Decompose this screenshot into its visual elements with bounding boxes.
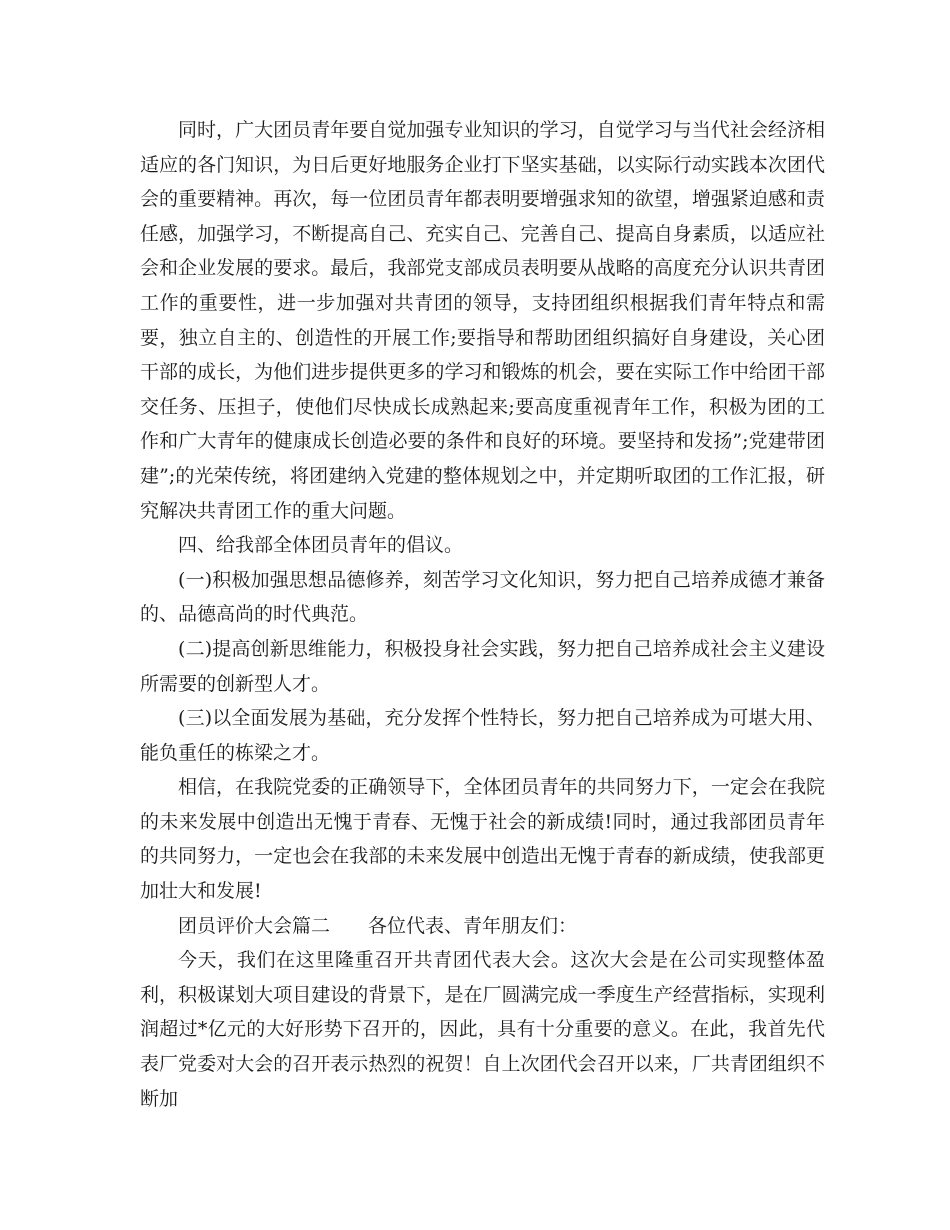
paragraph-proposal-two: (二)提高创新思维能力，积极投身社会实践，努力把自己培养成社会主义建设所需要的创新型人才。 [140, 637, 825, 695]
paragraph-speech-two-salutation: 团员评价大会篇二 各位代表、青年朋友们： [178, 914, 578, 937]
paragraph-youth-study-and-party-support: 同时，广大团员青年要自觉加强专业知识的学习，自觉学习与当代社会经济相适应的各门知识，为日后更好地服务企业打下坚实基础，以实际行动实践本次团代会的重要精神。再次，每一位团员青年都表明要增强求知的欲望，增强紧迫感和责任感，加强学习，不断提高自己、充实自己、完善自己、提高自身素质，以适应社会和企业发展的要求。最后，我部党支部成员表明要从战略的高度充分认识共青团工作的重要性，进一步加强对共青团的领导，支持团组织根据我们青年特点和需要，独立自主的、创造性的开展工作;要指导和帮助团组织搞好自身建设，关心团干部的成长，为他们进步提供更多的学习和锻炼的机会，要在实际工作中给团干部交任务、压担子，使他们尽快成长成熟起来;要高度重视青年工作，积极为团的工作和广大青年的健康成长创造必要的条件和良好的环境。要坚持和发扬”;党建带团建”;的光荣传统，将团建纳入党建的整体规划之中，并定期听取团的工作汇报，研究解决共青团工作的重大问题。 [140, 119, 825, 522]
paragraph-proposal-one: (一)积极加强思想品德修养，刻苦学习文化知识，努力把自己培养成德才兼备的、品德高尚的时代典范。 [140, 568, 825, 626]
document-body [140, 113, 825, 1116]
paragraph-conclusion: 相信，在我院党委的正确领导下，全体团员青年的共同努力下，一定会在我院的未来发展中创造出无愧于青春、无愧于社会的新成绩!同时，通过我部团员青年的共同努力，一定也会在我部的未来发展中创造出无愧于青春的新成绩，使我部更加壮大和发展! [140, 776, 825, 903]
paragraph-proposal-three: (三)以全面发展为基础，充分发挥个性特长，努力把自己培养成为可堪大用、能负重任的栋梁之才。 [140, 707, 825, 764]
paragraph-speech-two-opening: 今天，我们在这里隆重召开共青团代表大会。这次大会是在公司实现整体盈利，积极谋划大项目建设的背景下，是在厂圆满完成一季度生产经营指标，实现利润超过*亿元的大好形势下召开的，因此，具有十分重要的意义。在此，我首先代表厂党委对大会的召开表示热烈的祝贺！自上次团代会召开以来，厂共青团组织不断加 [140, 949, 825, 1110]
paragraph-section-four-heading: 四、给我部全体团员青年的倡议。 [178, 534, 464, 557]
